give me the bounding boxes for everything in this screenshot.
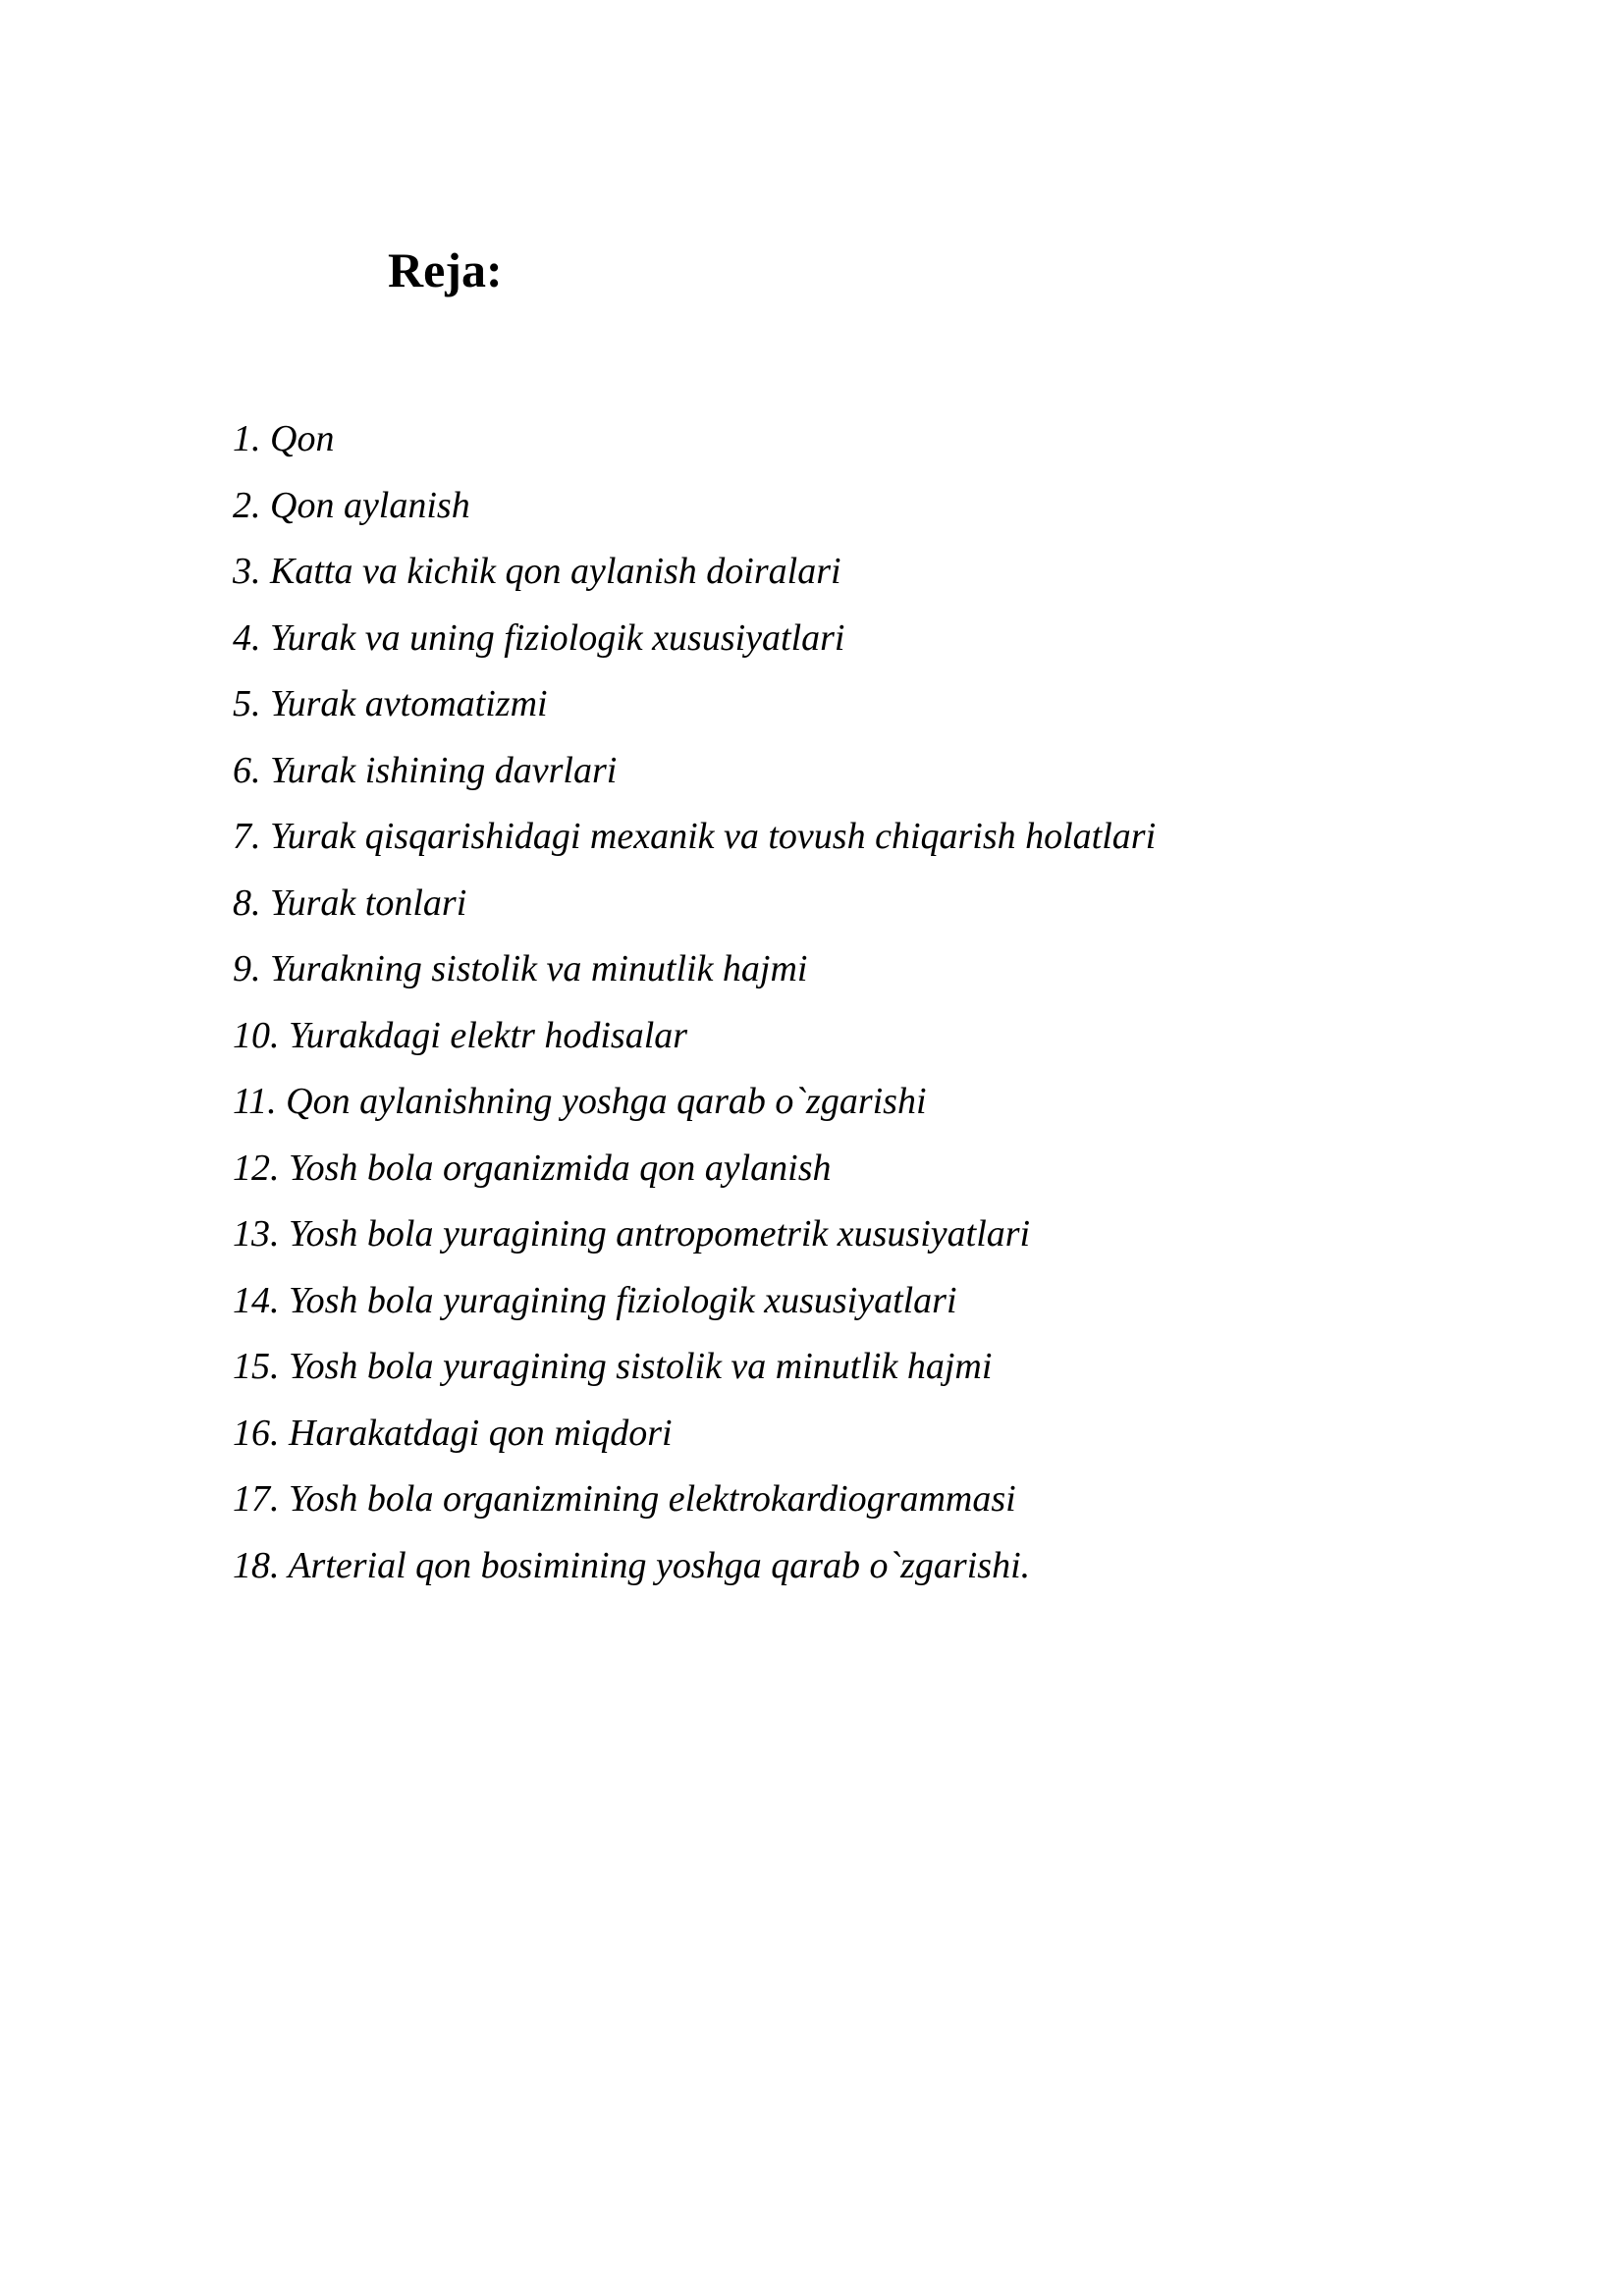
- plan-item: 16. Harakatdagi qon miqdori: [233, 1412, 673, 1454]
- plan-item: 3. Katta va kichik qon aylanish doiralari: [233, 551, 841, 592]
- plan-item: 15. Yosh bola yuragining sistolik va minutlik hajmi: [233, 1346, 993, 1387]
- page-title: Reja:: [388, 242, 503, 297]
- plan-item: 5. Yurak avtomatizmi: [233, 683, 548, 724]
- plan-item: 4. Yurak va uning fiziologik xususiyatlari: [233, 616, 845, 659]
- plan-item: 2. Qon aylanish: [233, 484, 470, 526]
- plan-item: 11. Qon aylanishning yoshga qarab o`zgarishi: [233, 1081, 927, 1122]
- plan-item: 8. Yurak tonlari: [233, 881, 467, 924]
- plan-item: 13. Yosh bola yuragining antropometrik xususiyatlari: [233, 1213, 1031, 1255]
- plan-item: 9. Yurakning sistolik va minutlik hajmi: [233, 948, 808, 989]
- plan-list: [233, 406, 1156, 1599]
- plan-item: 7. Yurak qisqarishidagi mexanik va tovush chiqarish holatlari: [233, 816, 1157, 857]
- plan-item: 12. Yosh bola organizmida qon aylanish: [233, 1147, 832, 1189]
- plan-item: 17. Yosh bola organizmining elektrokardiogrammasi: [233, 1478, 1016, 1520]
- plan-item: 10. Yurakdagi elektr hodisalar: [233, 1014, 688, 1056]
- plan-item: 14. Yosh bola yuragining fiziologik xususiyatlari: [233, 1279, 957, 1321]
- plan-item: 1. Qon: [233, 418, 335, 459]
- plan-item: 6. Yurak ishining davrlari: [233, 749, 618, 791]
- plan-item: 18. Arterial qon bosimining yoshga qarab o`zgarishi.: [233, 1544, 1031, 1586]
